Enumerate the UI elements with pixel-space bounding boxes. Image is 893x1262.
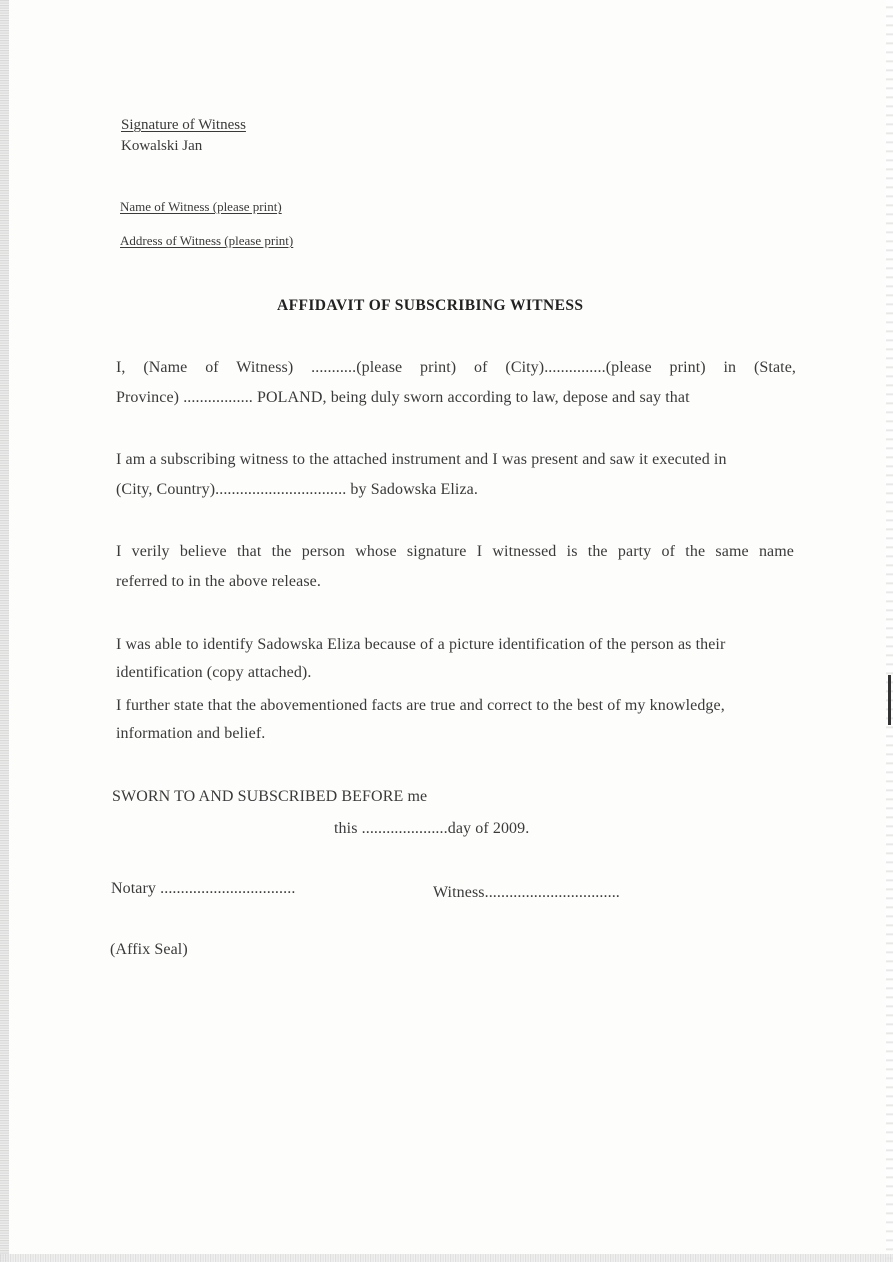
paragraph-3-line-1: I verily believe that the person whose signature I witnessed is the party of the same name	[116, 543, 794, 560]
paragraph-4-line-3: I further state that the abovementioned facts are true and correct to the best of my knowledge,	[116, 697, 725, 714]
scan-edge-bottom	[0, 1254, 893, 1262]
notary-line: Notary .................................	[111, 880, 296, 897]
name-of-witness-label: Name of Witness (please print)	[120, 199, 282, 214]
witness-signature-line: Witness.................................	[433, 884, 620, 901]
paragraph-2-line-2: (City, Country)................................ by Sadowska Eliza.	[116, 481, 478, 498]
scan-edge-mark	[888, 675, 891, 725]
sworn-statement: SWORN TO AND SUBSCRIBED BEFORE me	[112, 788, 428, 805]
signature-label: Signature of Witness	[121, 117, 246, 133]
paragraph-1-line-2: Province) ................. POLAND, being duly sworn according to law, depose and say that	[116, 389, 690, 406]
paragraph-2-line-1: I am a subscribing witness to the attached instrument and I was present and saw it executed in	[116, 451, 727, 468]
paragraph-4-line-2: identification (copy attached).	[116, 664, 312, 681]
affix-seal-label: (Affix Seal)	[110, 941, 188, 958]
scan-edge-right	[886, 0, 893, 1262]
scan-edge-left	[0, 0, 9, 1262]
paragraph-4-line-4: information and belief.	[116, 725, 266, 742]
date-line: this .....................day of 2009.	[334, 820, 530, 837]
witness-name: Kowalski Jan	[121, 138, 203, 154]
paragraph-1-line-1: I, (Name of Witness) ...........(please print) of (City)...............(please print) in (State,	[116, 359, 796, 376]
address-of-witness-label: Address of Witness (please print)	[120, 233, 294, 248]
paragraph-3-line-2: referred to in the above release.	[116, 573, 321, 590]
document-title: AFFIDAVIT OF SUBSCRIBING WITNESS	[277, 297, 584, 314]
paragraph-4-line-1: I was able to identify Sadowska Eliza because of a picture identification of the person as their	[116, 636, 726, 653]
